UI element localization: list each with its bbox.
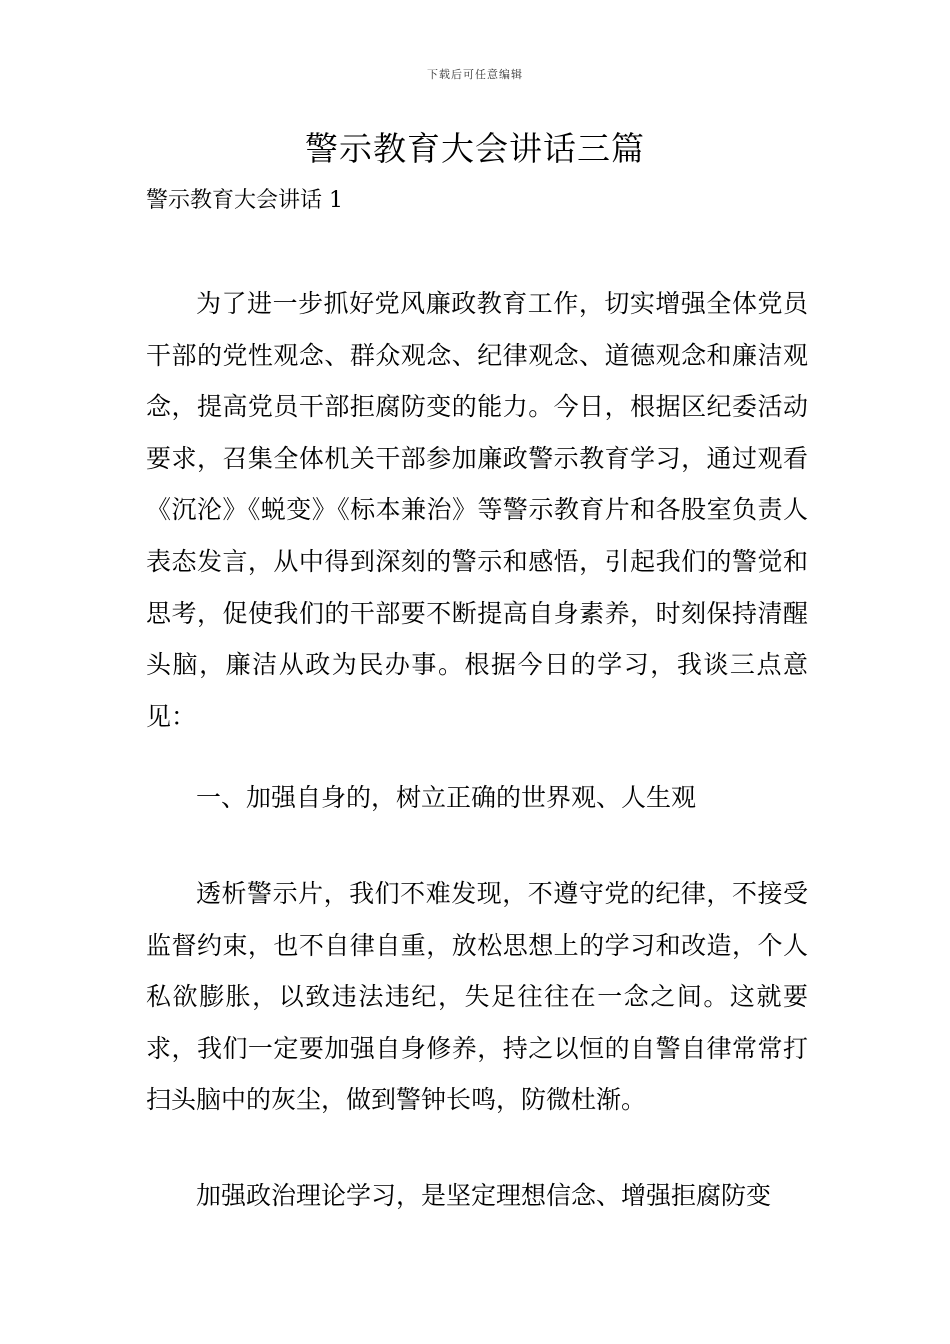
page-header-note: 下载后可任意编辑 <box>427 68 523 81</box>
paragraph-continued <box>146 1170 808 1222</box>
speech-heading: 警示教育大会讲话 1 <box>146 188 343 213</box>
paragraph-body <box>146 868 808 1126</box>
paragraph-text: 为了进一步抓好党风廉政教育工作，切实增强全体党员干部的党性观念、群众观念、纪律观念、道德观念和廉洁观念，提高党员干部拒腐防变的能力。今日，根据区纪委活动要求，召集全体机关干部参加廉政警示教育学习，通过观看《沉沦》《蜕变》《标本兼治》等警示教育片和各股室负责人表态发言，从中得到深刻的警示和感悟，引起我们的警觉和思考，促使我们的干部要不断提高自身素养，时刻保持清醒头脑，廉洁从政为民办事。根据今日的学习，我谈三点意见： <box>146 289 808 731</box>
section-heading-one <box>146 772 808 824</box>
paragraph-text: 透析警示片，我们不难发现，不遵守党的纪律，不接受监督约束，也不自律自重，放松思想上的学习和改造，个人私欲膨胀，以致违法违纪，失足往往在一念之间。这就要求，我们一定要加强自身修养，持之以恒的自警自律常常打扫头脑中的灰尘，做到警钟长鸣，防微杜渐。 <box>146 879 808 1115</box>
document-title: 警示教育大会讲话三篇 <box>305 129 645 168</box>
paragraph-intro <box>146 278 808 742</box>
paragraph-text: 加强政治理论学习，是坚定理想信念、增强拒腐防变 <box>196 1181 772 1210</box>
section-heading-text: 一、加强自身的，树立正确的世界观、人生观 <box>196 783 697 812</box>
